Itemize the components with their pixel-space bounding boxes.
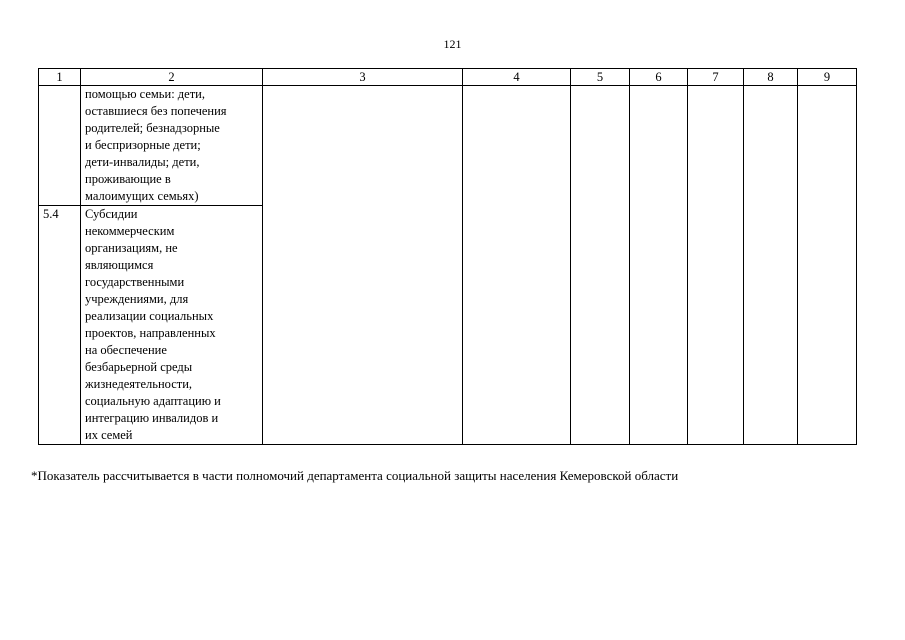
column-header: 3 [263,69,463,86]
row-description-cell: помощью семьи: дети, оставшиеся без попечения родителей; безнадзорные и беспризорные дети; дети-инвалиды; дети, проживающие в малоимущих семьях) [81,86,263,206]
column-header: 6 [630,69,688,86]
column-header: 9 [798,69,857,86]
column-header: 5 [571,69,630,86]
data-table [38,68,857,445]
empty-cell-col6 [630,86,688,445]
empty-cell-col3 [263,86,463,445]
empty-cell-col4 [463,86,571,445]
column-header: 2 [81,69,263,86]
table-header-row [39,69,857,86]
column-header: 1 [39,69,81,86]
row-number-cell: 5.4 [39,206,81,445]
row-number-cell [39,86,81,206]
table-row [39,86,857,206]
row-description-cell: Субсидии некоммерческим организациям, не являющимся государственными учреждениями, для реализации социальных проектов, направленных на обеспечение безбарьерной среды жизнедеятельности, социальную адаптацию и интеграцию инвалидов и их семей [81,206,263,445]
empty-cell-col7 [688,86,744,445]
column-header: 8 [744,69,798,86]
column-header: 4 [463,69,571,86]
footnote: *Показатель рассчитывается в части полномочий департамента социальной защиты населения Кемеровской области [31,468,679,483]
page-number: 121 [443,37,462,51]
empty-cell-col9 [798,86,857,445]
column-header: 7 [688,69,744,86]
empty-cell-col5 [571,86,630,445]
empty-cell-col8 [744,86,798,445]
